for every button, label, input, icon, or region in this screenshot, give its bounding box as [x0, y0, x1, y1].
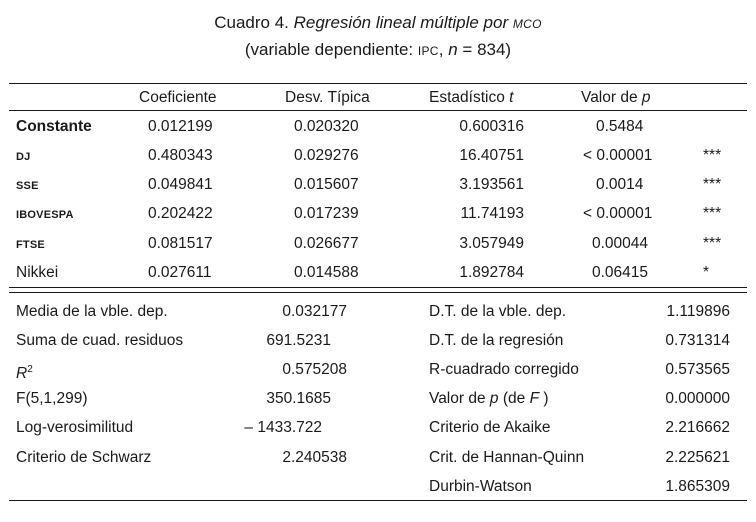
caption-prefix: Cuadro 4. — [214, 13, 289, 32]
stat-label-mean-dep: Media de la vble. dep. — [16, 303, 168, 320]
r2-exponent: 2 — [27, 364, 33, 375]
stat-value-p-f: 0.000000 — [665, 390, 730, 407]
p-value: 0.0014 — [596, 176, 644, 193]
p-value: 0.06415 — [592, 264, 649, 281]
sd-value: 0.015607 — [294, 176, 359, 193]
header-t-symbol: t — [509, 89, 514, 106]
p-value: < 0.00001 — [583, 147, 653, 164]
stat-label-se-reg: D.T. de la regresión — [429, 332, 564, 349]
t-value: 16.40751 — [459, 147, 524, 164]
stat-label-loglik: Log-verosimilitud — [16, 419, 134, 436]
t-value: 3.193561 — [459, 176, 524, 193]
stat-value-r2: 0.575208 — [282, 361, 347, 378]
significance: * — [703, 264, 710, 281]
coef-value: 0.480343 — [148, 147, 213, 164]
p-value: < 0.00001 — [583, 205, 653, 222]
significance: *** — [703, 147, 722, 164]
header-valor-label: Valor de — [581, 89, 638, 106]
row-label: FTSE — [16, 239, 45, 251]
coef-value: 0.012199 — [148, 118, 213, 135]
n-value: = 834) — [462, 40, 512, 59]
stat-value-durbin-watson: 1.865309 — [665, 478, 730, 495]
mid-rule-2 — [9, 292, 747, 293]
caption-title: Regresión lineal múltiple por — [293, 13, 509, 32]
p-f-mid: (de — [502, 390, 526, 407]
stat-value-f: 350.1685 — [266, 390, 331, 407]
row-label: Nikkei — [16, 264, 59, 281]
top-rule — [9, 83, 747, 84]
t-value: 3.057949 — [459, 235, 524, 252]
sd-value: 0.014588 — [294, 264, 359, 281]
p-f-pre: Valor de — [429, 390, 486, 407]
sd-value: 0.029276 — [294, 147, 359, 164]
significance: *** — [703, 235, 722, 252]
significance: *** — [703, 205, 722, 222]
header-estadistico-label: Estadístico — [429, 89, 505, 106]
coef-value: 0.081517 — [148, 235, 213, 252]
p-value: 0.5484 — [596, 118, 644, 135]
stat-value-sd-dep: 1.119896 — [666, 303, 730, 320]
stat-label-r2 — [16, 360, 33, 384]
r2-symbol: R — [16, 365, 28, 382]
mid-rule-1 — [9, 287, 747, 288]
stat-label-p-f — [429, 389, 549, 409]
bottom-rule — [9, 500, 747, 501]
header-valor-p — [581, 88, 651, 108]
t-value: 1.892784 — [459, 264, 524, 281]
p-value: 0.00044 — [592, 235, 649, 252]
caption-title-abbrev: MCO — [512, 17, 542, 31]
stat-label-akaike: Criterio de Akaike — [429, 419, 551, 436]
coef-value: 0.202422 — [148, 205, 213, 222]
sd-value: 0.017239 — [294, 205, 359, 222]
stat-label-schwarz: Criterio de Schwarz — [16, 449, 152, 466]
coef-value: 0.027611 — [148, 264, 212, 281]
row-label: IBOVESPA — [16, 209, 74, 221]
coef-value: 0.049841 — [148, 176, 213, 193]
stat-value-se-reg: 0.731314 — [665, 332, 730, 349]
sd-value: 0.020320 — [294, 118, 359, 135]
stat-label-durbin-watson: Durbin-Watson — [429, 478, 532, 495]
header-rule — [9, 110, 747, 111]
stat-value-hannan-quinn: 2.225621 — [665, 449, 730, 466]
stat-value-schwarz: 2.240538 — [282, 449, 347, 466]
row-label: SSE — [16, 180, 39, 192]
t-value: 0.600316 — [459, 118, 524, 135]
header-p-symbol: p — [641, 89, 651, 106]
row-label: DJ — [16, 151, 31, 163]
header-coeficiente: Coeficiente — [139, 89, 217, 106]
stat-value-ssr: 691.5231 — [266, 332, 331, 349]
subcaption-open: (variable dependiente: — [244, 40, 414, 59]
p-f-p: p — [489, 390, 499, 407]
stat-label-ssr: Suma de cuad. residuos — [16, 332, 184, 349]
dependent-variable: IPC — [417, 44, 439, 58]
table-caption — [0, 13, 756, 33]
p-f-post: ) — [543, 390, 549, 407]
stat-label-sd-dep: D.T. de la vble. dep. — [429, 303, 566, 320]
sd-value: 0.026677 — [294, 235, 359, 252]
row-label: Constante — [16, 118, 92, 135]
stat-value-adj-r2: 0.573565 — [665, 361, 730, 378]
stat-value-loglik: – 1433.722 — [244, 419, 322, 436]
stat-label-f: F(5,1,299) — [16, 390, 88, 407]
stat-label-adj-r2: R-cuadrado corregido — [429, 361, 579, 378]
stat-label-hannan-quinn: Crit. de Hannan-Quinn — [429, 449, 585, 466]
header-desv-tipica: Desv. Típica — [285, 89, 370, 106]
stat-value-akaike: 2.216662 — [665, 419, 730, 436]
n-label: n — [448, 40, 458, 59]
t-value: 11.74193 — [460, 205, 524, 222]
table-subcaption: (variable dependiente: IPC, n = 834) — [244, 40, 512, 59]
significance: *** — [703, 176, 722, 193]
header-estadistico-t — [429, 88, 513, 108]
p-f-f: F — [529, 390, 540, 407]
stat-value-mean-dep: 0.032177 — [282, 303, 347, 320]
